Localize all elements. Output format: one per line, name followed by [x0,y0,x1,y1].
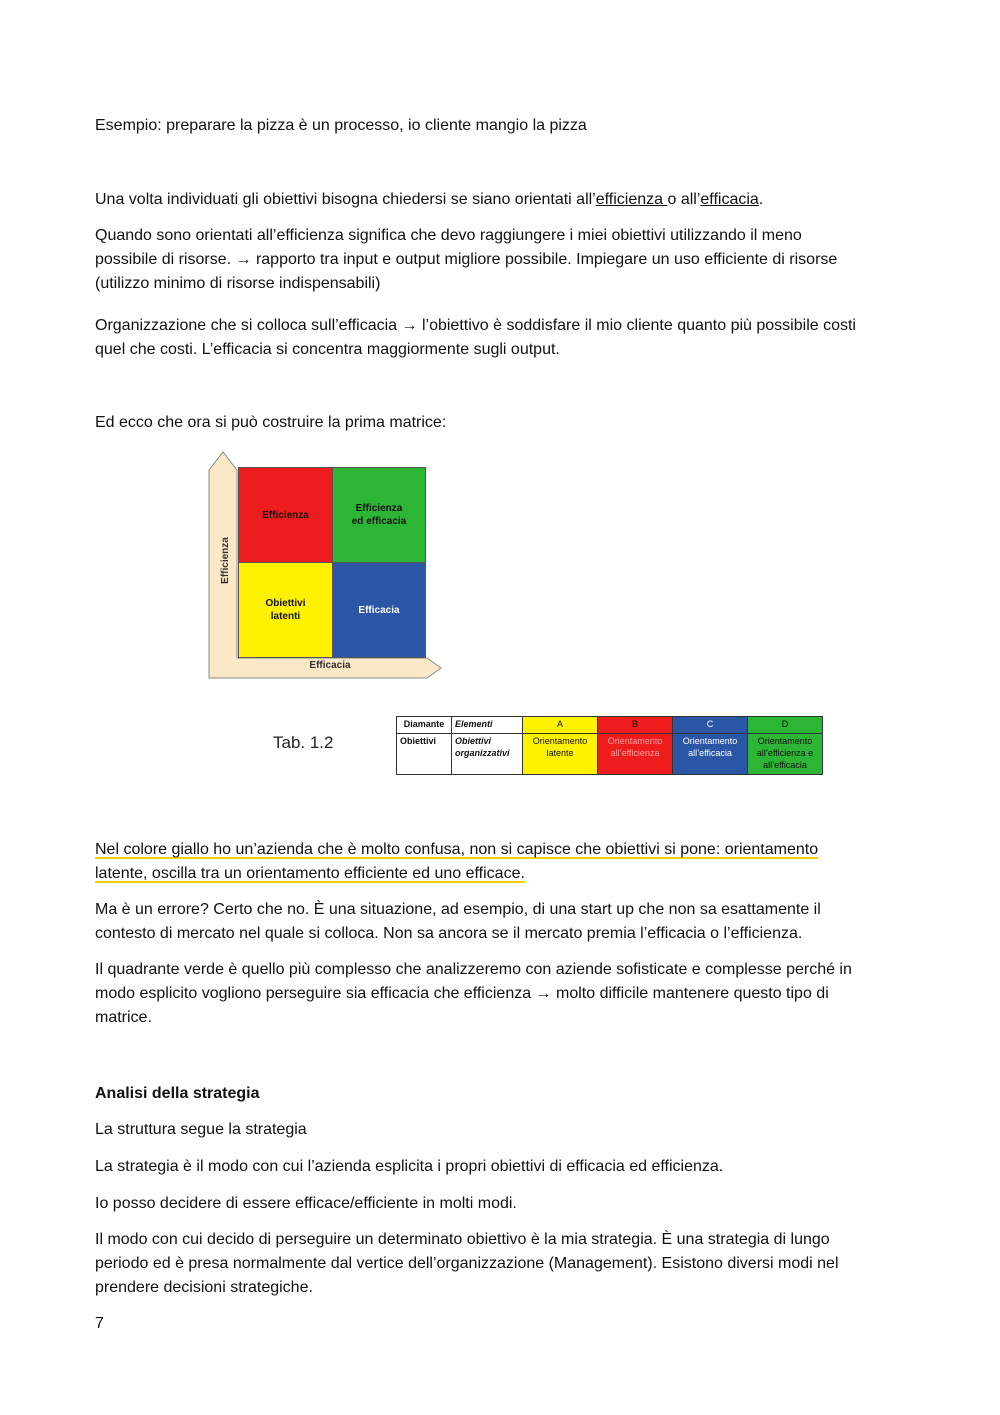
underlined-efficienza: efficienza [595,191,668,208]
header-cell: Diamante [397,717,452,734]
quadrant-label: Efficacia [358,604,400,616]
table-header-row [397,717,823,734]
row-cell-d: Orientamento all’efficienza e all’efficacia [748,734,823,775]
row-cell-c: Orientamento all’efficacia [673,734,748,775]
quadrant-efficienza-efficacia [332,467,426,563]
row-cell: Obiettivi organizzativi [452,734,523,775]
text-segment: . [758,191,764,208]
highlighted-line: Nel colore giallo ho un’azienda che è molto confusa, non si capisce che obiettivi si pone: orientamento [95,841,819,858]
y-axis-label: Efficienza [219,536,231,584]
line: possibile di risorse. → rapporto tra input e output migliore possibile. Impiegare un uso efficiente di risorse [95,251,838,268]
text-segment: Una volta individuati gli obiettivi bisogna chiedersi se siano orientati all’ [95,191,596,208]
line: periodo ed è presa normalmente dal vertice dell’organizzazione (Management). Esistono diversi modi nel [95,1255,839,1272]
paragraph-giallo [95,838,905,886]
x-axis-label: Efficacia [309,660,351,671]
quadrant-efficienza [238,467,333,563]
quadrant-obiettivi-latenti [238,562,333,658]
table-row [397,734,823,775]
page-number: 7 [95,1315,104,1332]
header-cell-d: D [748,717,823,734]
line: Il quadrante verde è quello più complesso che analizzeremo con aziende sofisticate e complesse perché in [95,961,852,978]
row-cell: Obiettivi [397,734,452,775]
line: matrice. [95,1009,152,1026]
paragraph-matrix-intro: Ed ecco che ora si può costruire la prima matrice: [95,414,447,431]
line: prendere decisioni strategiche. [95,1279,313,1296]
efficiency-efficacy-matrix [205,450,445,685]
header-cell-a: A [523,717,598,734]
paragraph-objectives [95,188,905,212]
quadrant-label: Obiettivi latenti [265,598,306,622]
text-segment: o all’ [667,191,701,208]
paragraph-errore [95,898,905,946]
paragraph-struttura: La struttura segue la strategia [95,1121,307,1138]
line: quel che costi. L’efficacia si concentra maggiormente sugli output. [95,341,560,358]
header-cell-b: B [598,717,673,734]
line: Ma è un errore? Certo che no. È una situazione, ad esempio, di una start up che non sa esattamente il [95,901,821,918]
section-heading: Analisi della strategia [95,1085,260,1102]
line: Organizzazione che si colloca sull’efficacia → l’obiettivo è soddisfare il mio cliente quanto più possibile costi [95,317,856,334]
quadrant-label: Efficienza [262,509,309,521]
paragraph-example: Esempio: preparare la pizza è un processo, io cliente mangio la pizza [95,117,587,134]
paragraph-modi: Io posso decidere di essere efficace/efficiente in molti modi. [95,1195,517,1212]
table-caption: Tab. 1.2 [273,733,334,752]
line: (utilizzo minimo di risorse indispensabili) [95,275,381,292]
paragraph-strategia: La strategia è il modo con cui l’azienda esplicita i propri obiettivi di efficacia ed efficienza. [95,1158,724,1175]
highlighted-line: latente, oscilla tra un orientamento efficiente ed uno efficace. [95,865,525,882]
header-cell-c: C [673,717,748,734]
quadrant-label: Efficienza ed efficacia [351,503,407,527]
line: contesto di mercato nel quale si colloca. Non sa ancora se il mercato premia l’efficacia o l’efficienza. [95,925,803,942]
line: Il modo con cui decido di perseguire un determinato obiettivo è la mia strategia. È una strategia di lungo [95,1231,830,1248]
quadrant-efficacia [332,562,426,658]
row-cell-a: Orientamento latente [523,734,598,775]
paragraph-efficienza [95,224,905,296]
paragraph-efficacia [95,314,905,362]
underlined-efficacia: efficacia [700,191,759,208]
row-cell-b: Orientamento all’efficienza [598,734,673,775]
paragraph-verde [95,958,905,1030]
header-cell: Elementi [452,717,523,734]
paragraph-lungo-periodo [95,1228,905,1300]
line: modo esplicito vogliono perseguire sia efficacia che efficienza → molto difficile mantenere questo tipo di [95,985,829,1002]
diamond-table [396,716,823,775]
line: Quando sono orientati all’efficienza significa che devo raggiungere i miei obiettivi utilizzando il meno [95,227,802,244]
